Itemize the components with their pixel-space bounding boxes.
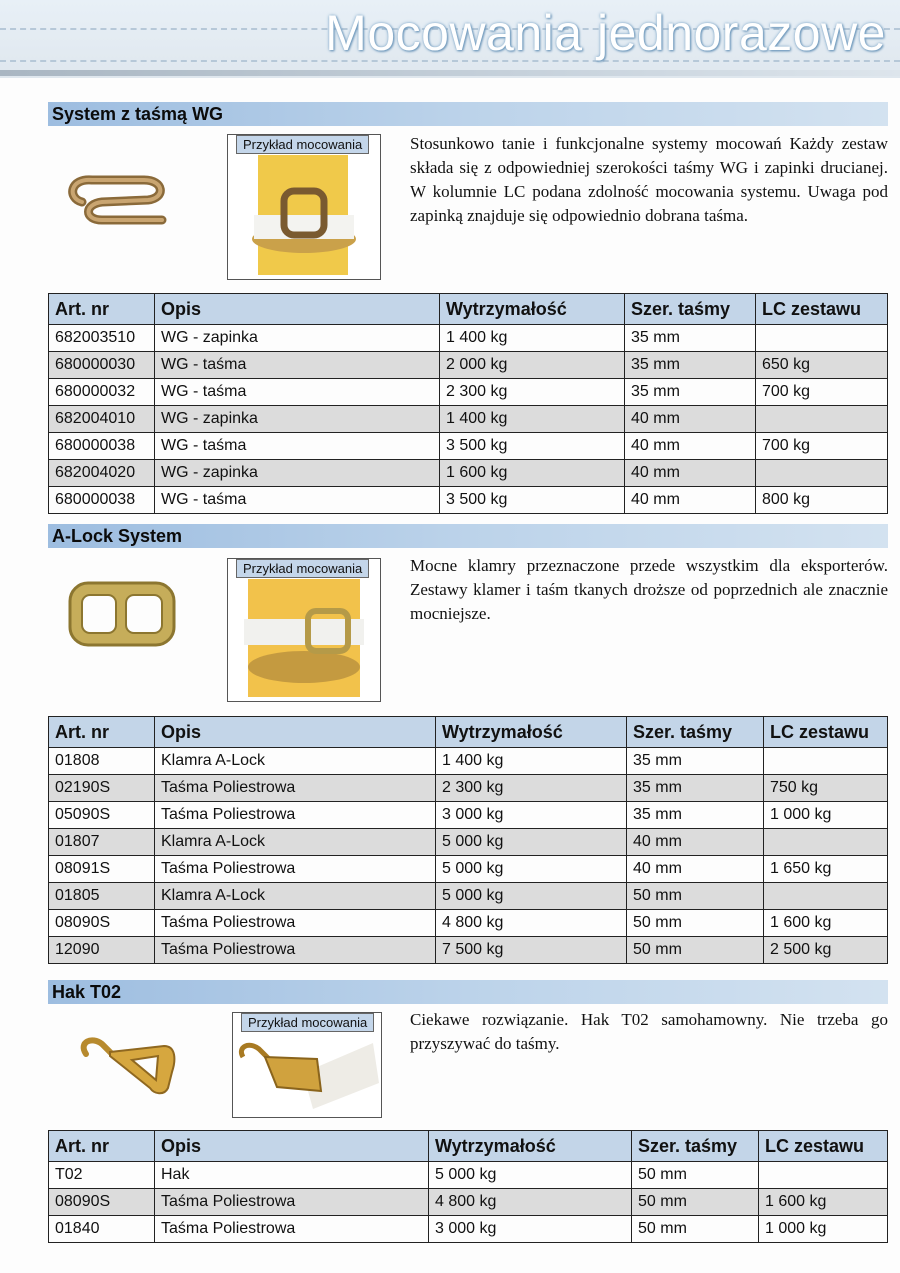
cell-szer: 35 mm: [625, 379, 756, 406]
cell-opis: Taśma Poliestrowa: [155, 802, 436, 829]
table-row: [49, 487, 888, 514]
section-description: Ciekawe rozwiązanie. Hak T02 samohamowny. Nie trzeba go przyszywać do taśmy.: [410, 1010, 888, 1053]
table-row: [49, 802, 888, 829]
cell-szer: 35 mm: [627, 775, 764, 802]
cell-art-nr: 01840: [49, 1216, 155, 1243]
cell-art-nr: 01807: [49, 829, 155, 856]
cell-art-nr: T02: [49, 1162, 155, 1189]
table-row: [49, 433, 888, 460]
example-image-alock: [227, 558, 381, 702]
cell-wytrzymalosc: 4 800 kg: [429, 1189, 632, 1216]
cell-opis: WG - zapinka: [155, 325, 440, 352]
product-table-hak: [48, 1130, 888, 1243]
cell-lc: [764, 748, 888, 775]
col-header-wytrzymalosc: Wytrzymałość: [429, 1131, 632, 1162]
cell-opis: WG - zapinka: [155, 460, 440, 487]
cell-szer: 35 mm: [627, 802, 764, 829]
cell-wytrzymalosc: 5 000 kg: [429, 1162, 632, 1189]
cell-opis: Taśma Poliestrowa: [155, 910, 436, 937]
col-header-art-nr: Art. nr: [49, 717, 155, 748]
col-header-szer-tasmy: Szer. taśmy: [627, 717, 764, 748]
cell-lc: [756, 325, 888, 352]
section-description: Mocne klamry przeznaczone przede wszystkim dla eksporterów. Zestawy klamer i taśm tkanych droższe od poprzednich ale znacznie mocniejsze.: [410, 556, 888, 623]
cell-lc: 1 600 kg: [759, 1189, 888, 1216]
cell-opis: WG - taśma: [155, 352, 440, 379]
cell-szer: 40 mm: [625, 460, 756, 487]
cell-wytrzymalosc: 3 000 kg: [429, 1216, 632, 1243]
cell-lc: 650 kg: [756, 352, 888, 379]
cell-szer: 50 mm: [632, 1162, 759, 1189]
cell-opis: Taśma Poliestrowa: [155, 1216, 429, 1243]
cell-wytrzymalosc: 3 500 kg: [440, 433, 625, 460]
cell-wytrzymalosc: 2 300 kg: [436, 775, 627, 802]
table-row: [49, 406, 888, 433]
cell-art-nr: 680000032: [49, 379, 155, 406]
table-row: [49, 1189, 888, 1216]
alock-buckle-icon: [62, 575, 182, 655]
cell-szer: 40 mm: [625, 406, 756, 433]
cell-art-nr: 02190S: [49, 775, 155, 802]
cell-opis: Klamra A-Lock: [155, 748, 436, 775]
cell-szer: 40 mm: [625, 433, 756, 460]
cell-wytrzymalosc: 4 800 kg: [436, 910, 627, 937]
cell-szer: 35 mm: [627, 748, 764, 775]
cell-wytrzymalosc: 1 400 kg: [440, 406, 625, 433]
cell-wytrzymalosc: 3 500 kg: [440, 487, 625, 514]
col-header-opis: Opis: [155, 294, 440, 325]
cell-opis: Taśma Poliestrowa: [155, 775, 436, 802]
cell-lc: [764, 829, 888, 856]
table-row: [49, 856, 888, 883]
section-title: Hak T02: [52, 982, 122, 1002]
cell-opis: WG - taśma: [155, 487, 440, 514]
cell-wytrzymalosc: 2 300 kg: [440, 379, 625, 406]
cell-lc: [756, 406, 888, 433]
product-table-wg: [48, 293, 888, 514]
section-title: A-Lock System: [52, 526, 183, 546]
table-header-row: [49, 1131, 888, 1162]
example-label: Przykład mocowania: [236, 559, 369, 578]
cell-szer: 50 mm: [632, 1189, 759, 1216]
table-row: [49, 460, 888, 487]
cell-lc: 1 000 kg: [764, 802, 888, 829]
header-bar: [0, 0, 900, 78]
table-row: [49, 829, 888, 856]
cell-opis: WG - taśma: [155, 379, 440, 406]
cell-wytrzymalosc: 3 000 kg: [436, 802, 627, 829]
col-header-lc-zestawu: LC zestawu: [756, 294, 888, 325]
cell-art-nr: 680000038: [49, 487, 155, 514]
cell-opis: Taśma Poliestrowa: [155, 856, 436, 883]
section-header-hak: [48, 980, 888, 1004]
cell-opis: Klamra A-Lock: [155, 883, 436, 910]
table-row: [49, 748, 888, 775]
cell-wytrzymalosc: 5 000 kg: [436, 856, 627, 883]
table-header-row: [49, 294, 888, 325]
cell-opis: Klamra A-Lock: [155, 829, 436, 856]
cell-art-nr: 01808: [49, 748, 155, 775]
col-header-wytrzymalosc: Wytrzymałość: [440, 294, 625, 325]
cell-szer: 50 mm: [627, 910, 764, 937]
table-row: [49, 1162, 888, 1189]
cell-szer: 50 mm: [632, 1216, 759, 1243]
col-header-opis: Opis: [155, 1131, 429, 1162]
section-title: System z taśmą WG: [52, 104, 224, 124]
example-label: Przykład mocowania: [236, 135, 369, 154]
cell-opis: Taśma Poliestrowa: [155, 1189, 429, 1216]
table-row: [49, 1216, 888, 1243]
cell-art-nr: 12090: [49, 937, 155, 964]
cell-wytrzymalosc: 1 400 kg: [440, 325, 625, 352]
wg-wire-buckle-icon: [62, 168, 182, 238]
cell-art-nr: 680000030: [49, 352, 155, 379]
table-row: [49, 937, 888, 964]
cell-szer: 50 mm: [627, 883, 764, 910]
cell-lc: 700 kg: [756, 379, 888, 406]
cell-art-nr: 682004010: [49, 406, 155, 433]
table-row: [49, 325, 888, 352]
header-rule: [0, 70, 900, 76]
table-header-row: [49, 717, 888, 748]
cell-lc: [756, 460, 888, 487]
cell-szer: 40 mm: [627, 856, 764, 883]
cell-lc: 2 500 kg: [764, 937, 888, 964]
cell-lc: [764, 883, 888, 910]
table-row: [49, 352, 888, 379]
col-header-lc-zestawu: LC zestawu: [764, 717, 888, 748]
col-header-wytrzymalosc: Wytrzymałość: [436, 717, 627, 748]
cell-art-nr: 682003510: [49, 325, 155, 352]
cell-lc: 750 kg: [764, 775, 888, 802]
cell-wytrzymalosc: 7 500 kg: [436, 937, 627, 964]
cell-opis: WG - zapinka: [155, 406, 440, 433]
col-header-opis: Opis: [155, 717, 436, 748]
cell-art-nr: 05090S: [49, 802, 155, 829]
cell-wytrzymalosc: 5 000 kg: [436, 883, 627, 910]
cell-opis: WG - taśma: [155, 433, 440, 460]
example-image-wg: [227, 134, 381, 280]
table-row: [49, 775, 888, 802]
cell-art-nr: 08090S: [49, 1189, 155, 1216]
section-description: Stosunkowo tanie i funkcjonalne systemy mocowań Każdy zestaw składa się z odpowiedniej szerokości taśmy WG i zapinki drucianej. W kolumnie LC podana zdolność mocowania systemu. Uwaga pod zapinką znajduje się odpowiednio dobrana taśma.: [410, 134, 888, 225]
col-header-art-nr: Art. nr: [49, 294, 155, 325]
col-header-szer-tasmy: Szer. taśmy: [625, 294, 756, 325]
cell-lc: [759, 1162, 888, 1189]
section-header-wg: [48, 102, 888, 126]
cell-lc: 800 kg: [756, 487, 888, 514]
section-header-alock: [48, 524, 888, 548]
cell-szer: 40 mm: [627, 829, 764, 856]
col-header-art-nr: Art. nr: [49, 1131, 155, 1162]
example-image-hak: [232, 1012, 382, 1118]
cell-wytrzymalosc: 2 000 kg: [440, 352, 625, 379]
example-label: Przykład mocowania: [241, 1013, 374, 1032]
cell-art-nr: 08091S: [49, 856, 155, 883]
cell-szer: 40 mm: [625, 487, 756, 514]
cell-lc: 1 600 kg: [764, 910, 888, 937]
cell-art-nr: 01805: [49, 883, 155, 910]
product-table-alock: [48, 716, 888, 964]
cell-lc: 1 650 kg: [764, 856, 888, 883]
cell-art-nr: 680000038: [49, 433, 155, 460]
col-header-lc-zestawu: LC zestawu: [759, 1131, 888, 1162]
cell-wytrzymalosc: 1 600 kg: [440, 460, 625, 487]
col-header-szer-tasmy: Szer. taśmy: [632, 1131, 759, 1162]
cell-wytrzymalosc: 1 400 kg: [436, 748, 627, 775]
table-row: [49, 883, 888, 910]
cell-szer: 35 mm: [625, 325, 756, 352]
cell-opis: Taśma Poliestrowa: [155, 937, 436, 964]
table-row: [49, 379, 888, 406]
hook-t02-icon: [72, 1032, 182, 1102]
cell-opis: Hak: [155, 1162, 429, 1189]
cell-lc: 1 000 kg: [759, 1216, 888, 1243]
cell-art-nr: 682004020: [49, 460, 155, 487]
cell-art-nr: 08090S: [49, 910, 155, 937]
cell-szer: 35 mm: [625, 352, 756, 379]
table-row: [49, 910, 888, 937]
cell-lc: 700 kg: [756, 433, 888, 460]
page-title: Mocowania jednorazowe: [325, 5, 886, 61]
cell-wytrzymalosc: 5 000 kg: [436, 829, 627, 856]
cell-szer: 50 mm: [627, 937, 764, 964]
